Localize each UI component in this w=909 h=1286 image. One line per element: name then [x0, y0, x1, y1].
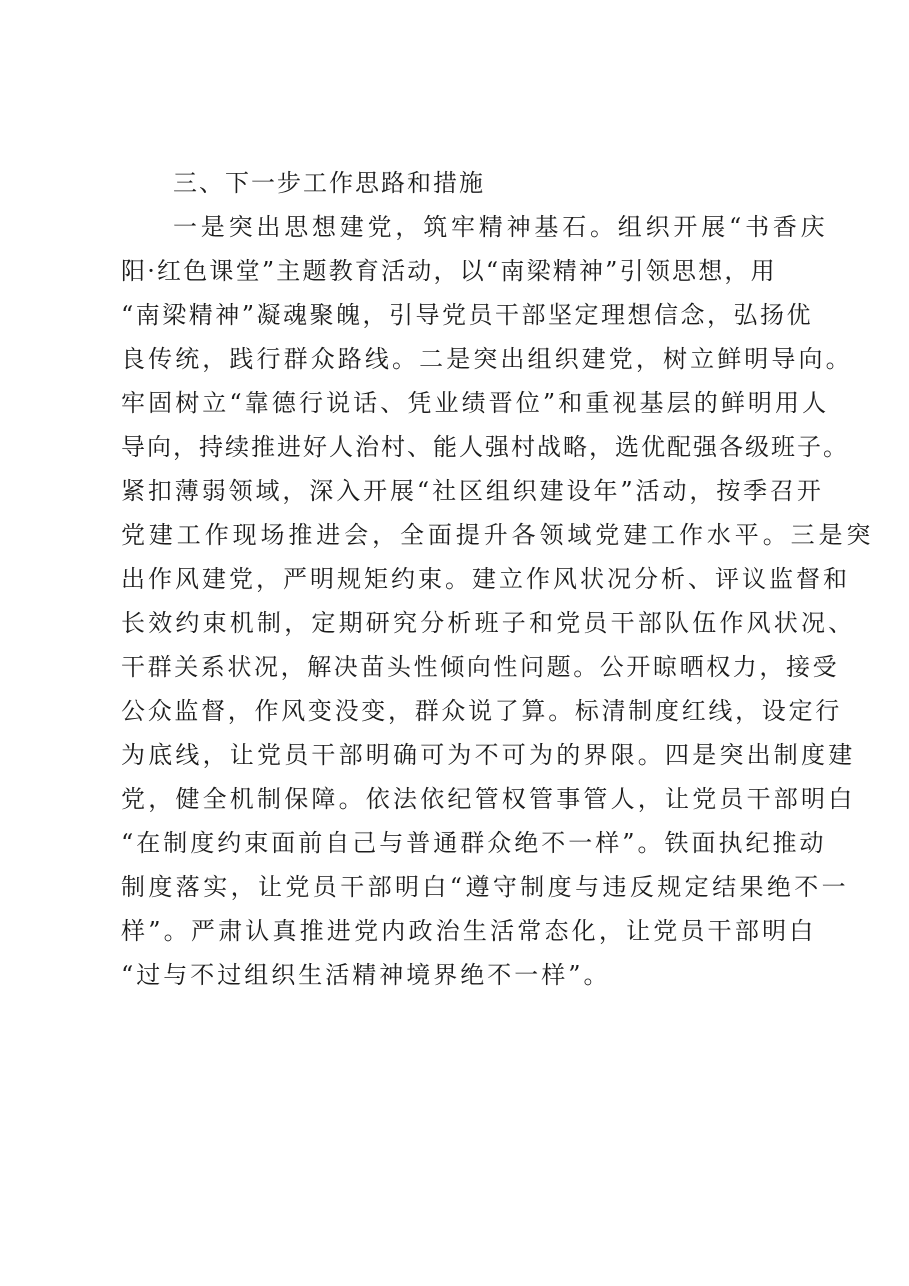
paragraph-line: 紧扣薄弱领域，深入开展“社区组织建设年”活动，按季召开: [121, 477, 824, 505]
paragraph-line: 干群关系状况，解决苗头性倾向性问题。公开晾晒权力，接受: [121, 653, 840, 681]
paragraph-line: 牢固树立“靠德行说话、凭业绩晋位”和重视基层的鲜明用人: [121, 389, 830, 417]
paragraph-line: 公众监督，作风变没变，群众说了算。标清制度红线，设定行: [121, 697, 842, 725]
paragraph-line: 导向，持续推进好人治村、能人强村战略，选优配强各级班子。: [121, 433, 849, 461]
paragraph-line: 良传统，践行群众路线。二是突出组织建党，树立鲜明导向。: [121, 345, 853, 373]
paragraph-line: 样”。严肃认真推进党内政治生活常态化，让党员干部明白: [121, 917, 817, 945]
paragraph-line: 党，健全机制保障。依法依纪管权管事管人，让党员干部明白: [121, 785, 856, 813]
paragraph-line: “南梁精神”凝魂聚魄，引导党员干部坚定理想信念，弘扬优: [121, 301, 814, 329]
paragraph-line: “过与不过组织生活精神境界绝不一样”。: [121, 961, 611, 989]
paragraph-line: 长效约束机制，定期研究分析班子和党员干部队伍作风状况、: [121, 609, 856, 637]
paragraph-line: 阳·红色课堂”主题教育活动，以“南梁精神”引领思想，用: [121, 257, 777, 285]
paragraph-line: 制度落实，让党员干部明白“遵守制度与违反规定结果绝不一: [121, 873, 850, 901]
paragraph-line: “在制度约束面前自己与普通群众绝不一样”。铁面执纪推动: [121, 829, 827, 857]
section-heading: 三、下一步工作思路和措施: [173, 169, 485, 197]
paragraph-line: 出作风建党，严明规矩约束。建立作风状况分析、评议监督和: [121, 565, 850, 593]
paragraph-line: 党建工作现场推进会，全面提升各领域党建工作水平。三是突: [121, 521, 875, 549]
paragraph-line: 一是突出思想建党，筑牢精神基石。组织开展“书香庆: [173, 213, 829, 241]
paragraph-line: 为底线，让党员干部明确可为不可为的界限。四是突出制度建: [121, 741, 856, 769]
